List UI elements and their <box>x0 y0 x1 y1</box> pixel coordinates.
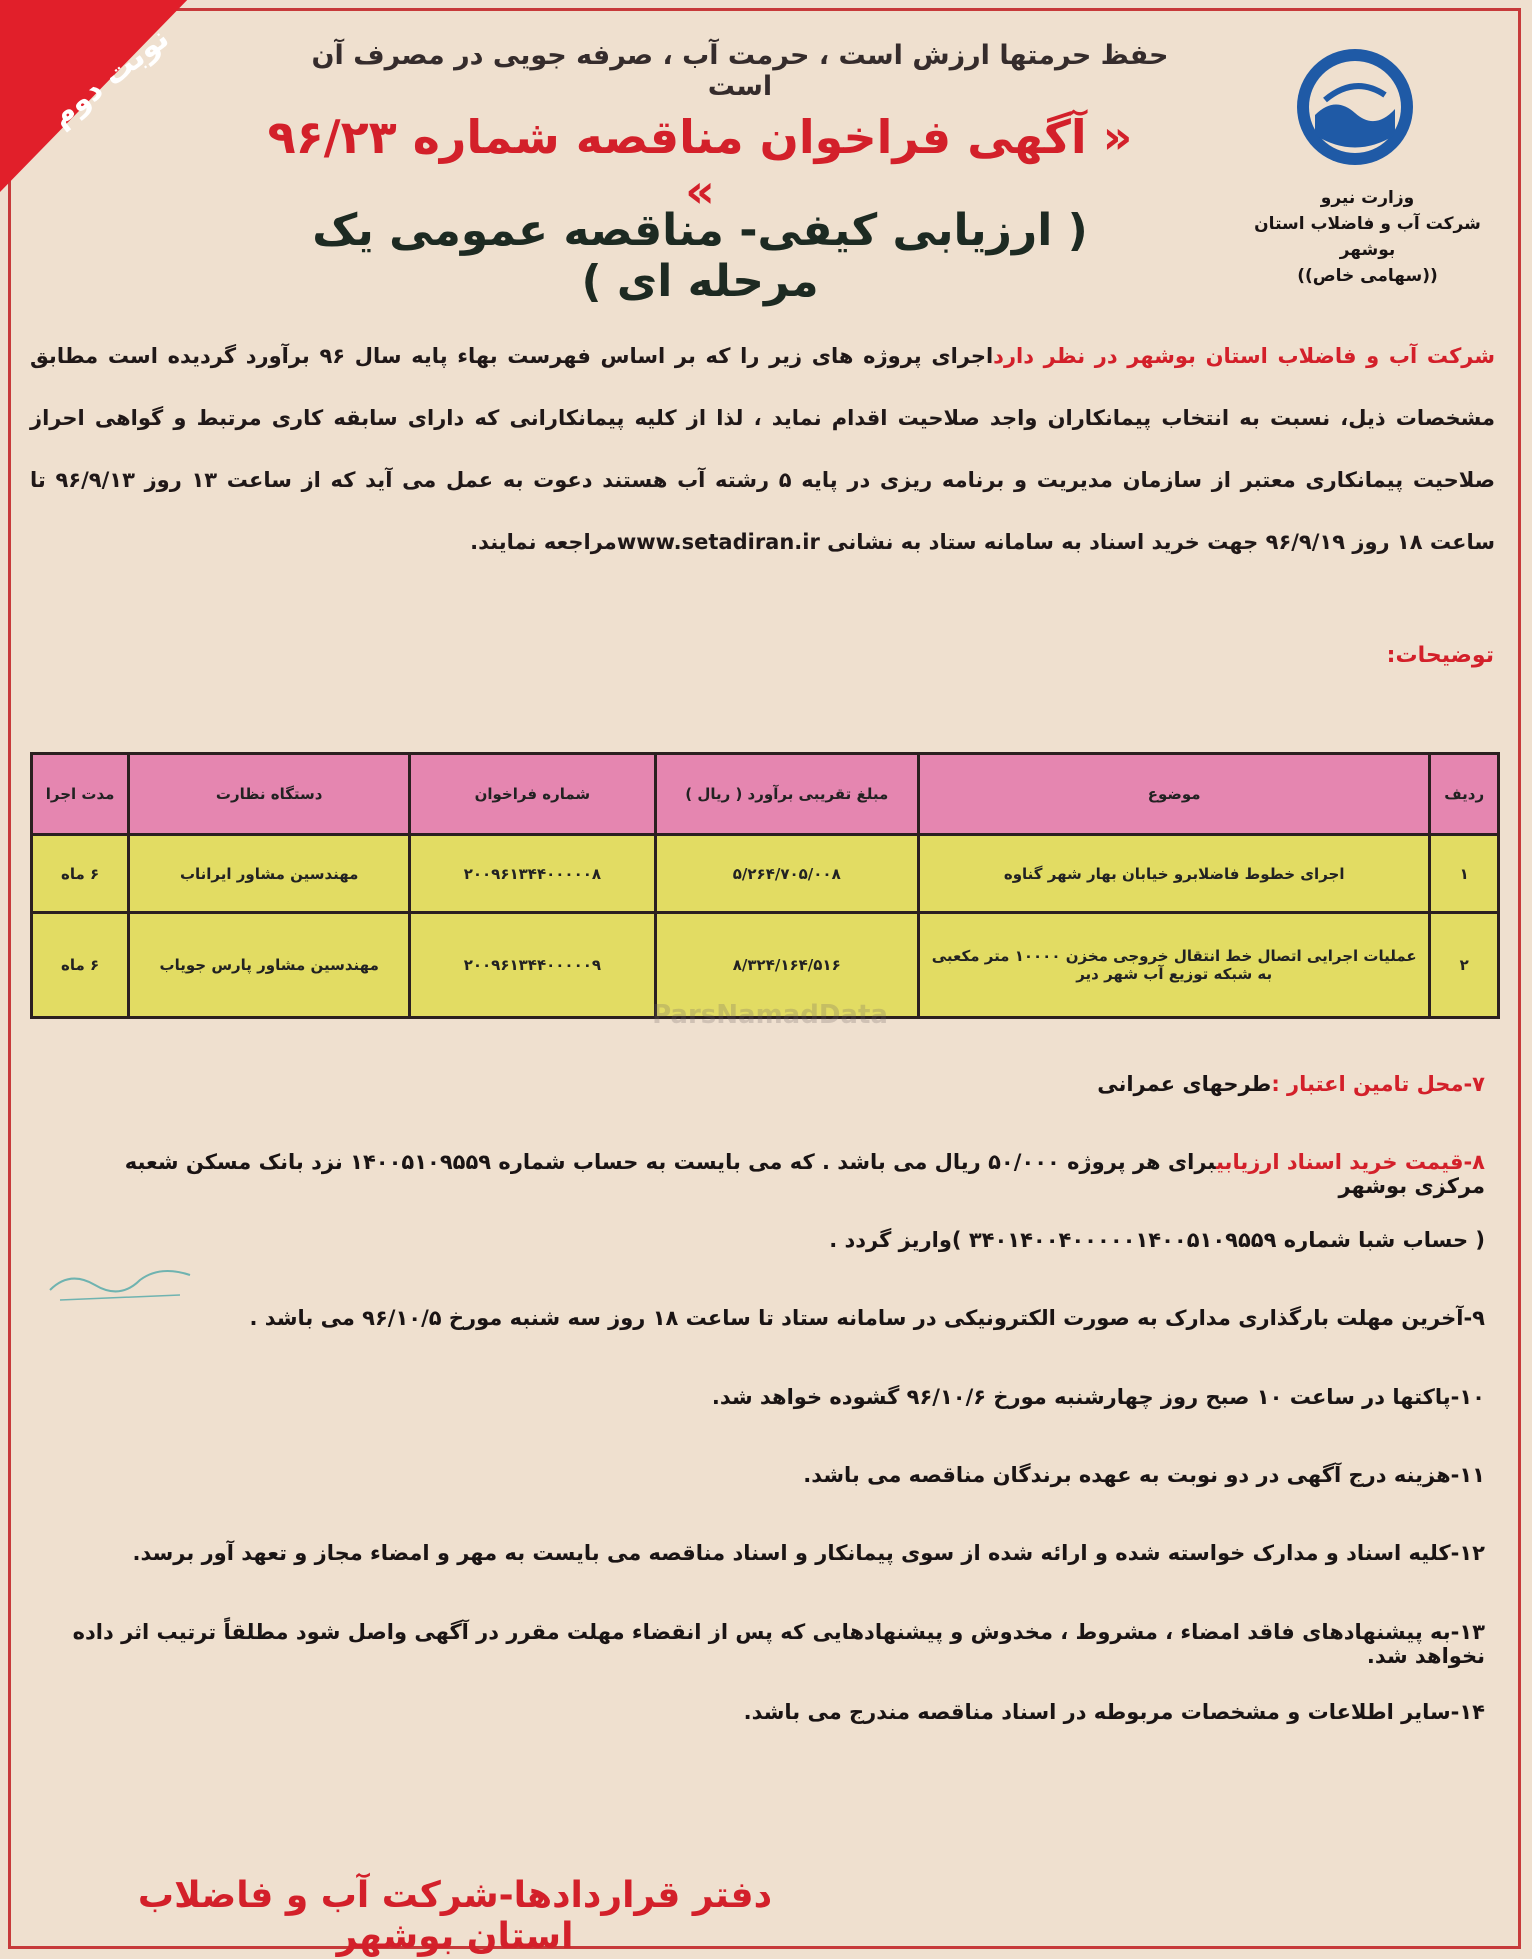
table-header-row <box>32 754 1499 835</box>
intro-end: مراجعه نمایند. <box>470 530 617 554</box>
col-call-number: شماره فراخوان <box>410 754 655 835</box>
col-row-number: ردیف <box>1430 754 1499 835</box>
water-company-logo-icon <box>1285 45 1425 175</box>
col-estimate: مبلغ تقریبی برآورد ( ریال ) <box>655 754 918 835</box>
cell-call-number: ۲۰۰۹۶۱۳۴۴۰۰۰۰۰۹ <box>410 913 655 1018</box>
cell-row-number: ۱ <box>1430 835 1499 913</box>
handwritten-mark-icon <box>40 1245 200 1315</box>
notice-title: « آگهی فراخوان مناقصه شماره ۹۶/۲۳ » <box>267 110 1133 218</box>
list-item: ۹-آخرین مهلت بارگذاری مدارک به صورت الکترونیکی در سامانه ستاد تا ساعت ۱۸ روز سه شنبه مورخ ۹۶/۱۰/۵ می باشد . <box>249 1306 1485 1330</box>
list-item: ( حساب شبا شماره ۳۴۰۱۴۰۰۴۰۰۰۰۰۱۴۰۰۵۱۰۹۵۵۹ )واریز گردد . <box>829 1228 1485 1252</box>
list-item: ۱۲-کلیه اسناد و مدارک خواسته شده و ارائه شده از سوی پیمانکار و اسناد مناقصه می بایست به مهر و امضاء مجاز و تعهد آور برسد. <box>132 1541 1485 1565</box>
company-type: ((سهامی خاص)) <box>1297 266 1438 286</box>
list-item: ۱۳-به پیشنهادهای فاقد امضاء ، مشروط ، مخدوش و پیشنهادهایی که پس از انقضاء مهلت مقرر در آگهی واصل شود مطلقاً ترتیب اثر داده نخواهد شد. <box>72 1620 1485 1668</box>
slogan: حفظ حرمتها ارزش است ، حرمت آب ، صرفه جویی در مصرف آن است <box>311 40 1169 102</box>
cell-call-number: ۲۰۰۹۶۱۳۴۴۰۰۰۰۰۸ <box>410 835 655 913</box>
setad-url-link[interactable]: www.setadiran.ir <box>616 530 820 554</box>
footer-signature: دفتر قراردادها-شرکت آب و فاضلاب استان بوشهر <box>137 1875 773 1957</box>
intro-body: اجرای پروژه های زیر را که بر اساس فهرست بهاء پایه سال ۹۶ برآورد گردیده است مطابق مشخصات ذیل، نسبت به انتخاب پیمانکاران واجد صلاحیت اقدام نماید ، لذا از کلیه پیمانکارانی که دارای سابقه کاری مرتبط و گواهی احراز صلاحیت پیمانکاری معتبر از سازمان مدیریت و برنامه ریزی در پایه ۵ رشته آب هستند دعوت به عمل می آید که از ساعت ۱۳ روز ۹۶/۹/۱۳ تا ساعت ۱۸ روز ۹۶/۹/۱۹ جهت خرید اسناد به سامانه ستاد به نشانی <box>30 344 1495 554</box>
cell-estimate: ۵/۲۶۴/۷۰۵/۰۰۸ <box>655 835 918 913</box>
cell-row-number: ۲ <box>1430 913 1499 1018</box>
col-supervisor: دستگاه نظارت <box>129 754 410 835</box>
list-item: ۱۴-سایر اطلاعات و مشخصات مربوطه در اسناد مناقصه مندرج می باشد. <box>743 1700 1485 1724</box>
col-duration: مدت اجرا <box>32 754 129 835</box>
projects-table <box>30 752 1500 1019</box>
company-name: شرکت آب و فاضلاب استان بوشهر <box>1254 214 1481 260</box>
table-row <box>32 835 1499 913</box>
list-item: ۸-قیمت خرید اسناد ارزیابیبرای هر پروژه ۵۰/۰۰۰ ریال می باشد . که می بایست به حساب شماره ۱۴۰۰۵۱۰۹۵۵۹ نزد بانک مسکن شعبه مرکزی بوشهر <box>124 1150 1485 1198</box>
notes-heading: توضیحات: <box>1386 643 1494 668</box>
list-item: ۷-محل تامین اعتبار :طرحهای عمرانی <box>1097 1072 1485 1096</box>
cell-duration: ۶ ماه <box>32 913 129 1018</box>
cell-supervisor: مهندسین مشاور ایراناب <box>129 835 410 913</box>
cell-subject: عملیات اجرایی اتصال خط انتقال خروجی مخزن ۱۰۰۰۰ متر مکعبی به شبکه توزیع آب شهر دیر <box>918 913 1429 1018</box>
col-subject: موضوع <box>918 754 1429 835</box>
cell-subject: اجرای خطوط فاضلابرو خیابان بهار شهر گناوه <box>918 835 1429 913</box>
list-item: ۱۱-هزینه درج آگهی در دو نوبت به عهده برندگان مناقصه می باشد. <box>803 1463 1485 1487</box>
intro-paragraph <box>30 325 1495 573</box>
notice-subtitle: ( ارزیابی کیفی- مناقصه عمومی یک مرحله ای ) <box>312 205 1088 307</box>
intro-company: شرکت آب و فاضلاب استان بوشهر در نظر دارد <box>993 344 1495 368</box>
cell-duration: ۶ ماه <box>32 835 129 913</box>
ministry-name: وزارت نیرو <box>1320 188 1415 208</box>
list-item: ۱۰-پاکتها در ساعت ۱۰ صبح روز چهارشنبه مورخ ۹۶/۱۰/۶ گشوده خواهد شد. <box>711 1385 1485 1409</box>
organization-block <box>1235 185 1500 289</box>
cell-supervisor: مهندسین مشاور پارس جویاب <box>129 913 410 1018</box>
watermark-text: ParsNamadData <box>652 1000 888 1030</box>
cell-estimate: ۸/۳۲۴/۱۶۴/۵۱۶ <box>655 913 918 1018</box>
edition-ribbon-label: نوبت دوم <box>44 20 176 135</box>
